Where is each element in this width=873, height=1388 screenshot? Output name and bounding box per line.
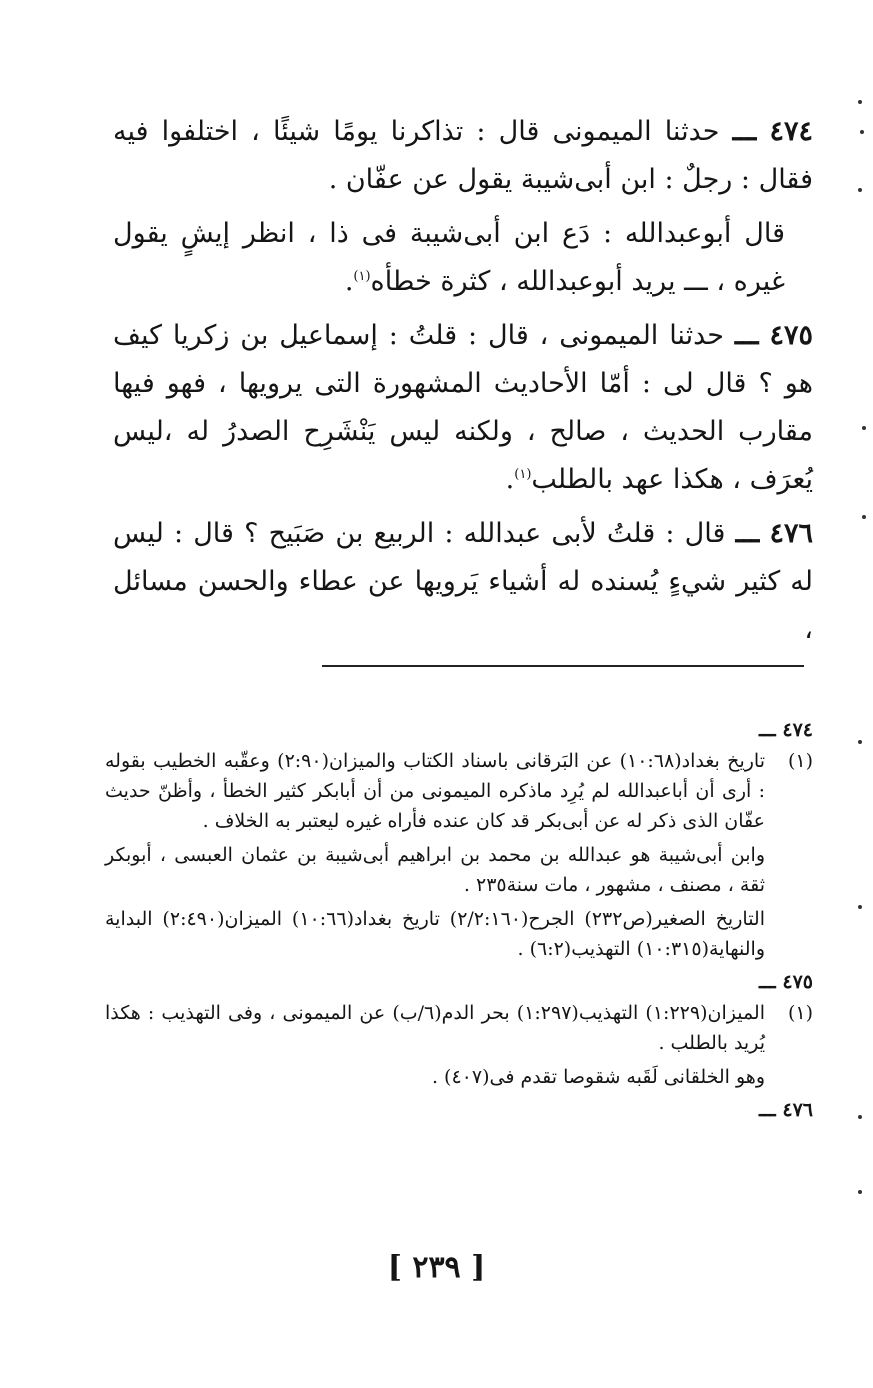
entry-text: قال أبوعبدالله : دَع ابن أبى‌شيبة فى ذا ، انظر إيشٍ يقول غيره ، ـــ يريد أبوعبدالله ، كثرة خطأه — [113, 218, 785, 297]
footnote-474-1 — [105, 746, 813, 964]
footnote-marker: (١) — [787, 750, 813, 772]
entry-dash: ـــ — [734, 320, 759, 351]
entry-474 — [113, 108, 813, 204]
scan-speck — [862, 515, 866, 519]
entry-text: حدثنا الميمونى ، قال : قلتُ : إسماعيل بن زكريا كيف هو ؟ قال لى : أمّا الأحاديث المشهورة التى يرويها ، فهو فيها مقارب الحديث ، صالح ، ولكنه ليس يَنْشَرِح الصدرُ له ،ليس يُعرَف ، هكذا عهد بالطلب — [113, 320, 813, 495]
footnote-paragraph: وهو الخلقانى لَقَبه شقوصا تقدم فى(٤٠٧) . — [431, 1066, 765, 1088]
footnote-ref: (١) — [514, 467, 532, 482]
footnote-heading-475: ٤٧٥ ـــ — [759, 971, 813, 993]
footnote-body — [105, 746, 765, 964]
entry-end: . — [344, 266, 354, 297]
footnote-paragraph: الميزان(١:٢٢٩) التهذيب(١:٢٩٧) بحر الدم(٦/ب) عن الميمونى ، وفى التهذيب : هكذا يُريد بالطلب . — [105, 1002, 765, 1054]
entry-474-continuation — [113, 210, 813, 306]
scan-speck — [858, 740, 862, 744]
footnote-heading-476: ٤٧٦ ـــ — [759, 1099, 813, 1121]
footnote-475-1 — [105, 998, 813, 1092]
page-number: [ ٢٣٩ ] — [387, 1250, 486, 1285]
entry-number: ٤٧٥ — [769, 320, 813, 351]
entry-dash: ـــ — [735, 518, 760, 549]
entry-476 — [113, 510, 813, 654]
entry-text: قال : قلتُ لأبى عبدالله : الربيع بن صَبَيح ؟ قال : ليس له كثير شيءٍ يُسنده له أشياء يَرويها عن عطاء والحسن مسائل ، — [113, 518, 813, 645]
footnote-heading-474: ٤٧٤ ـــ — [759, 719, 813, 741]
scan-speck — [858, 188, 862, 192]
footnote-marker: (١) — [787, 1002, 813, 1024]
scan-speck — [862, 426, 866, 430]
footnote-paragraph: وابن أبى‌شيبة هو عبدالله بن محمد بن ابراهيم أبى‌شيبة بن عثمان العبسى ، أبوبكر ثقة ، مصنف ، مشهور ، مات سنة٢٣٥ . — [105, 844, 765, 896]
footnote-separator — [322, 665, 804, 667]
footnotes — [105, 712, 813, 1126]
main-text — [113, 108, 813, 654]
entry-end: . — [505, 464, 515, 495]
scan-speck — [860, 130, 864, 134]
footnote-paragraph: تاريخ بغداد(١٠:٦٨) عن البَرقانى باسناد الكتاب والميزان(٢:٩٠) وعقّبه الخطيب بقوله : أرى أن أباعبدالله لم يُرِد ماذكره الميمونى من أن أبابكر كثير الخطأ ، وأظنّ حديث عفّان الذى ذكر له عن أبى‌بكر قد كان عنده فأراه غيره ليعتبر به الخلاف . — [105, 750, 765, 832]
footnote-body — [105, 998, 765, 1092]
entry-dash: ـــ — [732, 116, 757, 147]
entry-number: ٤٧٦ — [769, 518, 813, 549]
footnote-ref: (١) — [353, 269, 371, 284]
entry-475 — [113, 312, 813, 504]
entry-number: ٤٧٤ — [769, 116, 813, 147]
scan-speck — [858, 1115, 862, 1119]
scan-speck — [858, 905, 862, 909]
scan-speck — [858, 100, 862, 104]
entry-text: حدثنا الميمونى قال : تذاكرنا يومًا شيئًا ، اختلفوا فيه فقال : رجلٌ : ابن أبى‌شيبة يقول عن عفّان . — [113, 116, 813, 195]
scan-speck — [858, 1190, 862, 1194]
footnote-paragraph: التاريخ الصغير(ص٢٣٢) الجرح(٢/٢:١٦٠) تاريخ بغداد(١٠:٦٦) الميزان(٢:٤٩٠) البداية والنهاية(١٠:٣١٥) التهذيب(٦:٢) . — [105, 908, 765, 960]
